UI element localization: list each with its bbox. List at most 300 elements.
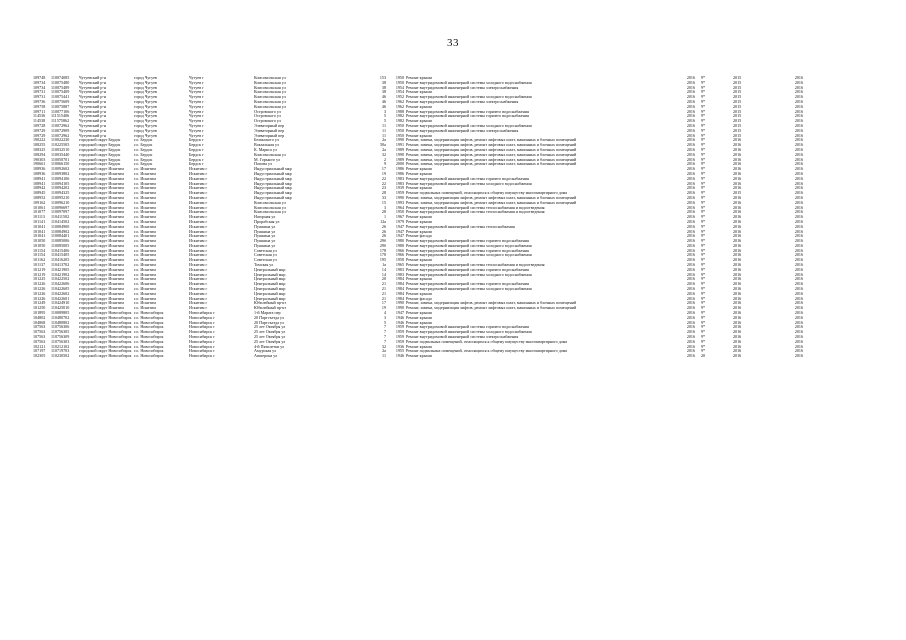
program-year-cell: 2016 bbox=[686, 263, 695, 268]
house-code-cell: 110422502 bbox=[51, 277, 70, 282]
year-built-cell: 1936 bbox=[395, 344, 404, 349]
municipality-cell: городской округ Новосибирск bbox=[79, 330, 132, 335]
program-year-cell: 2016 bbox=[686, 123, 695, 128]
house-code-cell: 110050701 bbox=[51, 157, 70, 162]
work-type-cell: Ремонт внутридомовой инженерной системы теплоснабжения и водоотведения bbox=[406, 263, 545, 268]
mark-cell: 9* bbox=[701, 296, 706, 301]
year-built-cell: 1954 bbox=[395, 85, 404, 90]
program-year-cell: 2016 bbox=[686, 277, 695, 282]
locality-cell: Искитим г bbox=[189, 219, 208, 224]
house-code-cell: 110756303 bbox=[51, 339, 70, 344]
municipality-cell: Чугуевский р-н bbox=[79, 119, 106, 124]
municipality-cell: городской округ Искитим bbox=[79, 210, 124, 215]
street-cell: Белинского ул bbox=[254, 138, 279, 143]
year-built-cell: 1947 bbox=[395, 224, 404, 229]
program-year-cell: 2016 bbox=[686, 119, 695, 124]
plan-year-cell: 2015 bbox=[733, 123, 742, 128]
locality-cell: Новосибирск г bbox=[189, 339, 215, 344]
locality-cell: Искитим г bbox=[189, 263, 208, 268]
row-id-cell: 101050 bbox=[33, 243, 46, 248]
settlement-cell: г.о. Искитим bbox=[134, 267, 156, 272]
row-id-cell: 102305 bbox=[33, 354, 46, 359]
plan-year-cell: 2016 bbox=[733, 200, 742, 205]
work-type-cell: Ремонт внутридомовой инженерной системы теплоснабжения и водоотведения bbox=[406, 205, 545, 210]
street-cell: Попова ул bbox=[254, 162, 272, 167]
work-type-cell: Ремонт внутридомовой инженерной системы холодного водоснабжения bbox=[406, 287, 532, 292]
plan-year-cell: 2015 bbox=[733, 191, 742, 196]
work-type-cell: Ремонт подвальных помещений, относящихся к общему имуществу многоквартирного дома bbox=[406, 349, 568, 354]
plan-year-cell: 2016 bbox=[733, 157, 742, 162]
row-id-cell: 101162 bbox=[33, 258, 46, 263]
plan-year-cell: 2016 bbox=[733, 287, 742, 292]
mark-cell: 9* bbox=[701, 272, 706, 277]
end-year-cell: 2016 bbox=[794, 354, 803, 359]
row-id-cell: 107197 bbox=[33, 349, 46, 354]
program-year-cell: 2016 bbox=[686, 200, 695, 205]
street-cell: Островского ул bbox=[254, 119, 281, 124]
year-built-cell: 1950 bbox=[395, 133, 404, 138]
end-year-cell: 2016 bbox=[794, 128, 803, 133]
mark-cell: 9* bbox=[701, 114, 706, 119]
house-code-cell: 110422602 bbox=[51, 291, 70, 296]
street-cell: Комсомольская ул bbox=[254, 76, 286, 80]
locality-cell: Чугуев г bbox=[189, 119, 204, 124]
house-code-cell: 110095210 bbox=[51, 195, 70, 200]
street-cell: М. Горького ул bbox=[254, 157, 281, 162]
municipality-cell: городской округ Искитим bbox=[79, 272, 124, 277]
work-type-cell: Ремонт крыши bbox=[406, 215, 432, 220]
settlement-cell: г.о. Искитим bbox=[134, 186, 156, 191]
municipality-cell: городской округ Искитим bbox=[79, 191, 124, 196]
locality-cell: Искитим г bbox=[189, 243, 208, 248]
end-year-cell: 2016 bbox=[794, 349, 803, 354]
locality-cell: Чугуев г bbox=[189, 85, 204, 90]
mark-cell: 9* bbox=[701, 291, 706, 296]
work-type-cell: Ремонт фасада bbox=[406, 234, 432, 239]
row-id-cell: 108942 bbox=[33, 186, 46, 191]
municipality-cell: городской округ Бердск bbox=[79, 162, 121, 167]
row-id-cell: 190661 bbox=[33, 162, 46, 167]
mark-cell: 9* bbox=[701, 330, 706, 335]
year-built-cell: 1954 bbox=[395, 90, 404, 95]
end-year-cell: 2016 bbox=[794, 104, 803, 109]
row-id-cell: 101225 bbox=[33, 277, 46, 282]
street-cell: К. Маркса ул bbox=[254, 147, 277, 152]
year-built-cell: 1959 bbox=[395, 191, 404, 196]
locality-cell: Искитим г bbox=[189, 277, 208, 282]
locality-cell: Искитим г bbox=[189, 282, 208, 287]
year-built-cell: 1964 bbox=[395, 205, 404, 210]
settlement-cell: город Чугуев bbox=[134, 133, 157, 138]
municipality-cell: городской округ Искитим bbox=[79, 263, 124, 268]
mark-cell: 9* bbox=[701, 224, 706, 229]
house-number-cell: 11 bbox=[382, 123, 386, 128]
house-code-cell: 110719703 bbox=[51, 349, 70, 354]
work-type-cell: Ремонт внутридомовой инженерной системы холодного водоснабжения bbox=[406, 272, 532, 277]
house-code-cell: 110425010 bbox=[51, 306, 70, 311]
settlement-cell: г.о. Искитим bbox=[134, 258, 156, 263]
year-built-cell: 1983 bbox=[395, 267, 404, 272]
mark-cell: 9* bbox=[701, 171, 706, 176]
mark-cell: 9* bbox=[701, 210, 706, 215]
locality-cell: Искитим г bbox=[189, 253, 208, 258]
street-cell: Пушкина ул bbox=[254, 224, 276, 229]
plan-year-cell: 2016 bbox=[733, 267, 742, 272]
mark-cell: 9* bbox=[701, 95, 706, 100]
plan-year-cell: 2016 bbox=[733, 205, 742, 210]
house-number-cell: 11 bbox=[382, 133, 386, 138]
work-type-cell: Ремонт крыши bbox=[406, 186, 432, 191]
locality-cell: Чугуев г bbox=[189, 109, 204, 114]
row-id-cell: 108936 bbox=[33, 167, 46, 172]
year-built-cell: 1966 bbox=[395, 253, 404, 258]
year-built-cell: 1990 bbox=[395, 138, 404, 143]
year-built-cell: 1984 bbox=[395, 282, 404, 287]
locality-cell: Искитим г bbox=[189, 287, 208, 292]
mark-cell: 20 bbox=[701, 354, 706, 359]
street-cell: Комсомольская ул bbox=[254, 85, 286, 90]
row-id-cell: 101219 bbox=[33, 267, 46, 272]
street-cell: Индустриальный мкр bbox=[254, 181, 292, 186]
row-id-cell: 109728 bbox=[33, 123, 46, 128]
house-number-cell: 3 bbox=[383, 205, 386, 210]
locality-cell: Бердск г bbox=[189, 143, 204, 148]
year-built-cell: 1983 bbox=[395, 176, 404, 181]
street-cell: Вокзальная ул bbox=[254, 143, 279, 148]
program-year-cell: 2016 bbox=[686, 152, 695, 157]
locality-cell: Бердск г bbox=[189, 138, 204, 143]
program-year-cell: 2016 bbox=[686, 205, 695, 210]
settlement-cell: г.о. Искитим bbox=[134, 263, 156, 268]
mark-cell: 9* bbox=[701, 325, 706, 330]
settlement-cell: г.о. Искитим bbox=[134, 296, 156, 301]
settlement-cell: г.о. Искитим bbox=[134, 287, 156, 292]
year-built-cell: 1990 bbox=[395, 195, 404, 200]
program-year-cell: 2016 bbox=[686, 181, 695, 186]
work-type-cell: Ремонт, замена, модернизация лифтов, ремонт лифтовых шахт, машинных и блочных помещений bbox=[406, 138, 577, 143]
program-year-cell: 2016 bbox=[686, 191, 695, 196]
settlement-cell: г.о. Бердск bbox=[134, 143, 153, 148]
year-built-cell: 1958 bbox=[395, 258, 404, 263]
house-code-cell: 110077106 bbox=[51, 109, 70, 114]
row-id-cell: 101077 bbox=[33, 210, 46, 215]
settlement-cell: г.о. Искитим bbox=[134, 277, 156, 282]
mark-cell: 9* bbox=[701, 80, 706, 85]
street-cell: 20 Партсъезда ул bbox=[254, 315, 284, 320]
municipality-cell: городской округ Искитим bbox=[79, 224, 124, 229]
settlement-cell: город Чугуев bbox=[134, 80, 157, 85]
street-cell: Индустриальный мкр bbox=[254, 176, 292, 181]
work-type-cell: Ремонт, замена, модернизация лифтов, ремонт лифтовых шахт, машинных и блочных помещений bbox=[406, 301, 577, 306]
house-code-cell: 110084900 bbox=[51, 224, 70, 229]
municipality-cell: городской округ Новосибирск bbox=[79, 339, 132, 344]
row-id-cell: 108941 bbox=[33, 176, 46, 181]
work-type-cell: Ремонт внутридомовой инженерной системы теплоснабжения bbox=[406, 224, 515, 229]
house-number-cell: 14 bbox=[381, 272, 386, 277]
work-type-cell: Ремонт крыши bbox=[406, 229, 432, 234]
municipality-cell: городской округ Искитим bbox=[79, 181, 124, 186]
settlement-cell: г.о. Новосибирск bbox=[134, 315, 164, 320]
plan-year-cell: 2016 bbox=[733, 138, 742, 143]
mark-cell: 9* bbox=[701, 320, 706, 325]
work-type-cell: Ремонт внутридомовой инженерной системы горячего водоснабжения bbox=[406, 325, 529, 330]
work-type-cell: Ремонт внутридомовой инженерной системы холодного водоснабжения bbox=[406, 253, 532, 258]
street-cell: 4-й Пятилетки ул bbox=[254, 344, 285, 349]
row-id-cell: 104868 bbox=[33, 320, 46, 325]
year-built-cell: 1984 bbox=[395, 277, 404, 282]
year-built-cell: 1959 bbox=[395, 325, 404, 330]
mark-cell: 9* bbox=[701, 219, 706, 224]
municipality-cell: городской округ Искитим bbox=[79, 229, 124, 234]
municipality-cell: городской округ Бердск bbox=[79, 143, 121, 148]
plan-year-cell: 2016 bbox=[733, 176, 742, 181]
street-cell: Пушкина ул bbox=[254, 239, 276, 244]
plan-year-cell: 2015 bbox=[733, 90, 742, 95]
street-cell: Советская ул bbox=[254, 248, 277, 253]
program-year-cell: 2016 bbox=[686, 114, 695, 119]
municipality-cell: Чугуевский р-н bbox=[79, 76, 106, 80]
row-id-cell: 109758 bbox=[33, 104, 46, 109]
row-id-cell: 108936 bbox=[33, 171, 46, 176]
house-code-cell: 110072909 bbox=[51, 128, 70, 133]
work-type-cell: Ремонт крыши bbox=[406, 119, 432, 124]
house-number-cell: 1 bbox=[383, 215, 386, 220]
street-cell: Центральный мкр bbox=[254, 277, 286, 282]
program-year-cell: 2016 bbox=[686, 95, 695, 100]
mark-cell: 9* bbox=[701, 147, 706, 152]
plan-year-cell: 2016 bbox=[733, 330, 742, 335]
locality-cell: Искитим г bbox=[189, 176, 208, 181]
municipality-cell: городской округ Новосибирск bbox=[79, 349, 132, 354]
end-year-cell: 2016 bbox=[794, 138, 803, 143]
street-cell: Пушкина ул bbox=[254, 234, 276, 239]
program-year-cell: 2016 bbox=[686, 186, 695, 191]
settlement-cell: город Чугуев bbox=[134, 119, 157, 124]
house-number-cell: 7 bbox=[383, 339, 386, 344]
work-type-cell: Ремонт крыши bbox=[406, 344, 432, 349]
program-year-cell: 2016 bbox=[686, 85, 695, 90]
settlement-cell: г.о. Искитим bbox=[134, 229, 156, 234]
row-id-cell: 101041 bbox=[33, 224, 46, 229]
locality-cell: Бердск г bbox=[189, 162, 204, 167]
municipality-cell: городской округ Бердск bbox=[79, 138, 121, 143]
program-year-cell: 2016 bbox=[686, 349, 695, 354]
end-year-cell: 2016 bbox=[794, 114, 803, 119]
municipality-cell: городской округ Искитим bbox=[79, 287, 124, 292]
year-built-cell: 1983 bbox=[395, 181, 404, 186]
row-id-cell: 109729 bbox=[33, 133, 46, 138]
locality-cell: Искитим г bbox=[189, 167, 208, 172]
settlement-cell: город Чугуев bbox=[134, 104, 157, 109]
row-id-cell: 109748 bbox=[33, 76, 46, 80]
street-cell: 25 лет Октября ул bbox=[254, 330, 286, 335]
street-cell: Юбилейный пр-кт bbox=[254, 306, 287, 311]
year-built-cell: 1984 bbox=[395, 291, 404, 296]
year-built-cell: 1982 bbox=[395, 114, 404, 119]
end-year-cell: 2016 bbox=[794, 258, 803, 263]
plan-year-cell: 2015 bbox=[733, 114, 742, 119]
locality-cell: Бердск г bbox=[189, 157, 204, 162]
end-year-cell: 2016 bbox=[794, 335, 803, 340]
municipality-cell: городской округ Искитим bbox=[79, 282, 124, 287]
program-year-cell: 2016 bbox=[686, 147, 695, 152]
house-code-cell: 110075489 bbox=[51, 85, 70, 90]
settlement-cell: г.о. Бердск bbox=[134, 152, 153, 157]
house-number-cell: 3 bbox=[383, 109, 386, 114]
row-id-cell: 101226 bbox=[33, 282, 46, 287]
row-id-cell: 114536 bbox=[33, 114, 46, 119]
mark-cell: 9* bbox=[701, 229, 706, 234]
mark-cell: 9* bbox=[701, 85, 706, 90]
row-id-cell: 101154 bbox=[33, 253, 46, 258]
settlement-cell: город Чугуев bbox=[134, 128, 157, 133]
house-number-cell: 19 bbox=[381, 306, 386, 311]
settlement-cell: г.о. Новосибирск bbox=[134, 325, 164, 330]
mark-cell: 9* bbox=[701, 301, 706, 306]
plan-year-cell: 2016 bbox=[733, 339, 742, 344]
settlement-cell: г.о. Искитим bbox=[134, 171, 156, 176]
locality-cell: Искитим г bbox=[189, 215, 208, 220]
end-year-cell: 2016 bbox=[794, 239, 803, 244]
house-code-cell: 110084902 bbox=[51, 229, 70, 234]
year-built-cell: 1990 bbox=[395, 306, 404, 311]
street-cell: 25 лет Октября ул bbox=[254, 335, 286, 340]
locality-cell: Чугуев г bbox=[189, 99, 204, 104]
house-number-cell: 22 bbox=[381, 176, 386, 181]
house-code-cell: 110422601 bbox=[51, 296, 70, 301]
street-cell: Пушкина ул bbox=[254, 243, 276, 248]
year-built-cell: 1950 bbox=[395, 210, 404, 215]
work-type-cell: Ремонт внутридомовой инженерной системы теплоснабжения и водоотведения bbox=[406, 210, 545, 215]
end-year-cell: 2016 bbox=[794, 320, 803, 325]
work-type-cell: Ремонт внутридомовой инженерной системы горячего водоснабжения bbox=[406, 176, 529, 181]
row-id-cell: 101219 bbox=[33, 272, 46, 277]
locality-cell: Искитим г bbox=[189, 296, 208, 301]
program-table bbox=[33, 76, 871, 359]
mark-cell: 9* bbox=[701, 133, 706, 138]
house-code-cell: 110093802 bbox=[51, 171, 70, 176]
house-number-cell: 7 bbox=[383, 330, 386, 335]
mark-cell: 9* bbox=[701, 104, 706, 109]
row-id-cell: 190303 bbox=[33, 157, 46, 162]
municipality-cell: городской округ Искитим bbox=[79, 306, 124, 311]
mark-cell: 9* bbox=[701, 138, 706, 143]
program-year-cell: 2016 bbox=[686, 138, 695, 143]
plan-year-cell: 2016 bbox=[733, 167, 742, 172]
row-id-cell: 101061 bbox=[33, 205, 46, 210]
mark-cell: 9* bbox=[701, 119, 706, 124]
plan-year-cell: 2016 bbox=[733, 320, 742, 325]
municipality-cell: Чугуевский р-н bbox=[79, 109, 106, 114]
row-id-cell: 101041 bbox=[33, 234, 46, 239]
municipality-cell: городской округ Бердск bbox=[79, 147, 121, 152]
locality-cell: Бердск г bbox=[189, 147, 204, 152]
program-year-cell: 2016 bbox=[686, 157, 695, 162]
locality-cell: Искитим г bbox=[189, 258, 208, 263]
end-year-cell: 2016 bbox=[794, 311, 803, 316]
municipality-cell: городской округ Искитим bbox=[79, 258, 124, 263]
house-code-cell: 110074085 bbox=[51, 76, 70, 80]
street-cell: Центральный мкр bbox=[254, 272, 286, 277]
settlement-cell: г.о. Новосибирск bbox=[134, 339, 164, 344]
row-id-cell: 109734 bbox=[33, 85, 46, 90]
work-type-cell: Ремонт внутридомовой инженерной системы горячего водоснабжения bbox=[406, 239, 529, 244]
work-type-cell: Ремонт, замена, модернизация лифтов, ремонт лифтовых шахт, машинных и блочных помещений bbox=[406, 306, 577, 311]
year-built-cell: 1946 bbox=[395, 354, 404, 359]
house-code-cell: 110097097 bbox=[51, 210, 70, 215]
plan-year-cell: 2016 bbox=[733, 143, 742, 148]
year-built-cell: 1986 bbox=[395, 171, 404, 176]
settlement-cell: г.о. Новосибирск bbox=[134, 349, 164, 354]
municipality-cell: Чугуевский р-н bbox=[79, 80, 106, 85]
work-type-cell: Ремонт, замена, модернизация лифтов, ремонт лифтовых шахт, машинных и блочных помещений bbox=[406, 147, 577, 152]
settlement-cell: г.о. Искитим bbox=[134, 219, 156, 224]
settlement-cell: город Чугуев bbox=[134, 90, 157, 95]
program-year-cell: 2016 bbox=[686, 176, 695, 181]
plan-year-cell: 2016 bbox=[733, 248, 742, 253]
end-year-cell: 2016 bbox=[794, 219, 803, 224]
house-number-cell: 32 bbox=[381, 152, 386, 157]
program-year-cell: 2016 bbox=[686, 104, 695, 109]
settlement-cell: город Чугуев bbox=[134, 109, 157, 114]
locality-cell: Искитим г bbox=[189, 224, 208, 229]
end-year-cell: 2016 bbox=[794, 315, 803, 320]
program-year-cell: 2016 bbox=[686, 133, 695, 138]
program-year-cell: 2016 bbox=[686, 296, 695, 301]
year-built-cell: 1950 bbox=[395, 76, 404, 80]
plan-year-cell: 2016 bbox=[733, 301, 742, 306]
street-cell: Прорабская ул bbox=[254, 219, 280, 224]
house-code-cell: 110089805 bbox=[51, 311, 70, 316]
row-id-cell: 109731 bbox=[33, 90, 46, 95]
end-year-cell: 2016 bbox=[794, 195, 803, 200]
year-built-cell: 1950 bbox=[395, 80, 404, 85]
program-year-cell: 2016 bbox=[686, 267, 695, 272]
settlement-cell: г.о. Искитим bbox=[134, 195, 156, 200]
street-cell: 25 лет Октября ул bbox=[254, 339, 286, 344]
municipality-cell: городской округ Новосибирск bbox=[79, 325, 132, 330]
end-year-cell: 2016 bbox=[794, 282, 803, 287]
municipality-cell: городской округ Искитим bbox=[79, 277, 124, 282]
settlement-cell: город Чугуев bbox=[134, 85, 157, 90]
mark-cell: 9* bbox=[701, 344, 706, 349]
plan-year-cell: 2016 bbox=[733, 186, 742, 191]
work-type-cell: Ремонт внутридомовой инженерной системы горячего водоснабжения bbox=[406, 114, 529, 119]
locality-cell: Новосибирск г bbox=[189, 320, 215, 325]
house-code-cell: 110075887 bbox=[51, 104, 70, 109]
work-type-cell: Ремонт внутридомовой инженерной системы электроснабжения bbox=[406, 128, 519, 133]
mark-cell: 9* bbox=[701, 109, 706, 114]
row-id-cell: 109731 bbox=[33, 95, 46, 100]
program-year-cell: 2016 bbox=[686, 258, 695, 263]
municipality-cell: городской округ Искитим bbox=[79, 239, 124, 244]
house-code-cell: 110756306 bbox=[51, 325, 70, 330]
program-year-cell: 2016 bbox=[686, 171, 695, 176]
row-id-cell: 108325 bbox=[33, 147, 46, 152]
municipality-cell: городской округ Новосибирск bbox=[79, 320, 132, 325]
row-id-cell: 108255 bbox=[33, 143, 46, 148]
settlement-cell: г.о. Новосибирск bbox=[134, 320, 164, 325]
locality-cell: Новосибирск г bbox=[189, 311, 215, 316]
municipality-cell: городской округ Искитим bbox=[79, 215, 124, 220]
street-cell: Комсомольская ул bbox=[254, 90, 286, 95]
street-cell: Островского ул bbox=[254, 109, 281, 114]
program-year-cell: 2016 bbox=[686, 215, 695, 220]
house-number-cell: 19 bbox=[381, 171, 386, 176]
house-number-cell: 28 bbox=[381, 210, 386, 215]
mark-cell: 9* bbox=[701, 195, 706, 200]
house-code-cell: 110424910 bbox=[51, 301, 70, 306]
